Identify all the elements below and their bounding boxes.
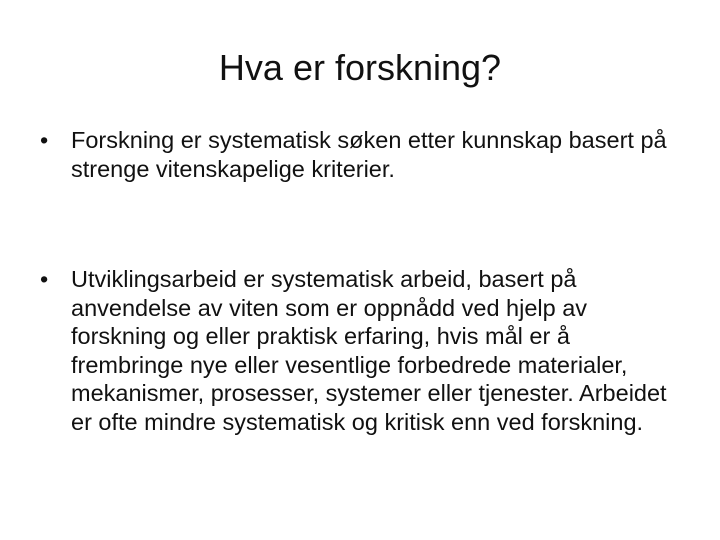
bullet-list	[40, 126, 680, 436]
bullet-item-forskning	[40, 126, 680, 183]
bullet-text: Utviklingsarbeid er systematisk arbeid, basert på anvendelse av viten som er oppnådd ved hjelp av forskning og eller praktisk erfaring, hvis mål er å frembringe nye eller vesentlige forbedrede materialer, mekanismer, prosesser, systemer eller tjenester. Arbeidet er ofte mindre systematisk og kritisk enn ved forskning.	[71, 266, 667, 435]
slide-title: Hva er forskning?	[218, 47, 502, 88]
bullet-icon: •	[40, 127, 49, 153]
bullet-text: Forskning er systematisk søken etter kunnskap basert på strenge vitenskapelige kriterier.	[71, 127, 667, 182]
bullet-item-utviklingsarbeid	[40, 265, 680, 436]
bullet-icon: •	[40, 266, 49, 292]
